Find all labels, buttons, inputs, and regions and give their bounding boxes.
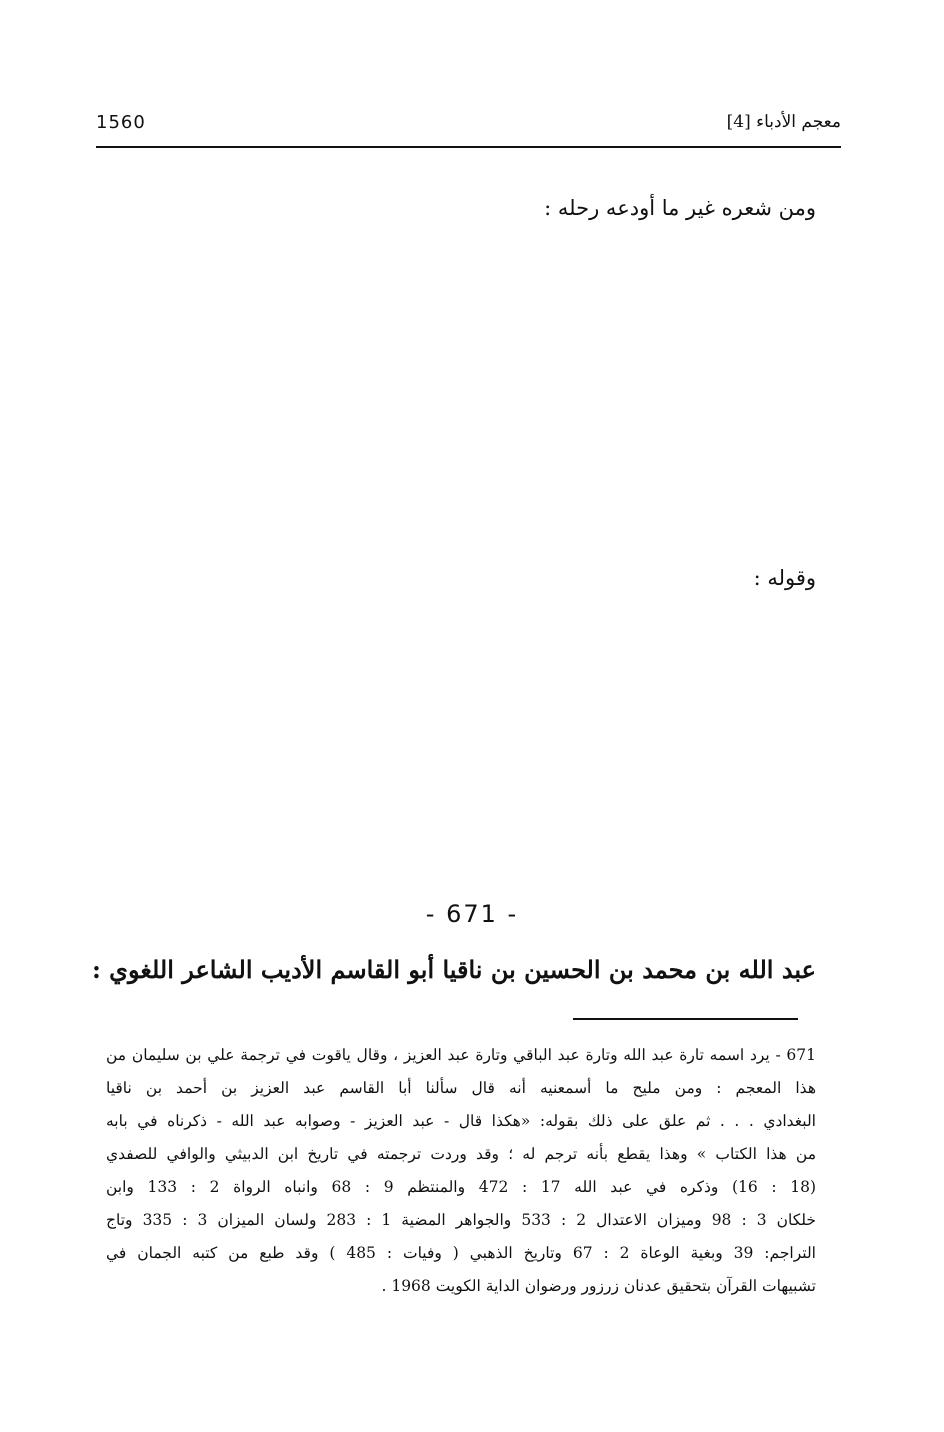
running-title: معجم الأدباء [4]	[726, 112, 841, 132]
footnote-line: خلكان 3 : 98 وميزان الاعتدال 2 : 533 والجواهر المضية 1 : 283 ولسان الميزان 3 : 335 وتاج	[106, 1211, 817, 1229]
footnote-rule	[573, 1018, 798, 1020]
footnote-line: (18 : 16) وذكره في عبد الله 17 : 472 والمنتظم 9 : 68 وانباه الرواة 2 : 133 وابن	[106, 1178, 817, 1196]
footnote-line: تشبيهات القرآن بتحقيق عدنان زرزور ورضوان الداية الكويت 1968 .	[381, 1277, 816, 1295]
footnote-line: من هذا الكتاب » وهذا يقطع بأنه ترجم له ؛ وقد وردت ترجمته في تاريخ ابن الدبيثي والوافي للصفدي	[106, 1145, 816, 1163]
entry-number: - 671 -	[425, 900, 519, 928]
page-header	[96, 112, 841, 146]
poem-2-intro: وقوله :	[753, 566, 816, 590]
footnote-line: البغدادي . . . ثم علق على ذلك بقوله: «هكذا قال - عبد العزيز - وصوابه عبد الله - ذكرناه في بابه	[106, 1112, 816, 1130]
footnote-line: 671 - يرد اسمه تارة عبد الله وتارة عبد الباقي وتارة عبد العزيز ، وقال ياقوت في ترجمة علي بن سليمان من	[106, 1046, 816, 1064]
page-number: 1560	[96, 112, 146, 133]
footnote-line: التراجم: 39 وبغية الوعاة 2 : 67 وتاريخ الذهبي ( وفيات : 485 ) وقد طبع من كتبه الجمان في	[106, 1244, 816, 1262]
entry-heading: عبد الله بن محمد بن الحسين بن ناقيا أبو القاسم الأديب الشاعر اللغوي :	[91, 955, 816, 984]
poem-1-intro: ومن شعره غير ما أودعه رحله :	[544, 196, 816, 220]
header-rule	[96, 146, 841, 148]
footnote-line: هذا المعجم : ومن مليح ما أسمعنيه أنه قال سألنا أبا القاسم عبد العزيز بن أحمد بن ناقيا	[106, 1079, 816, 1097]
